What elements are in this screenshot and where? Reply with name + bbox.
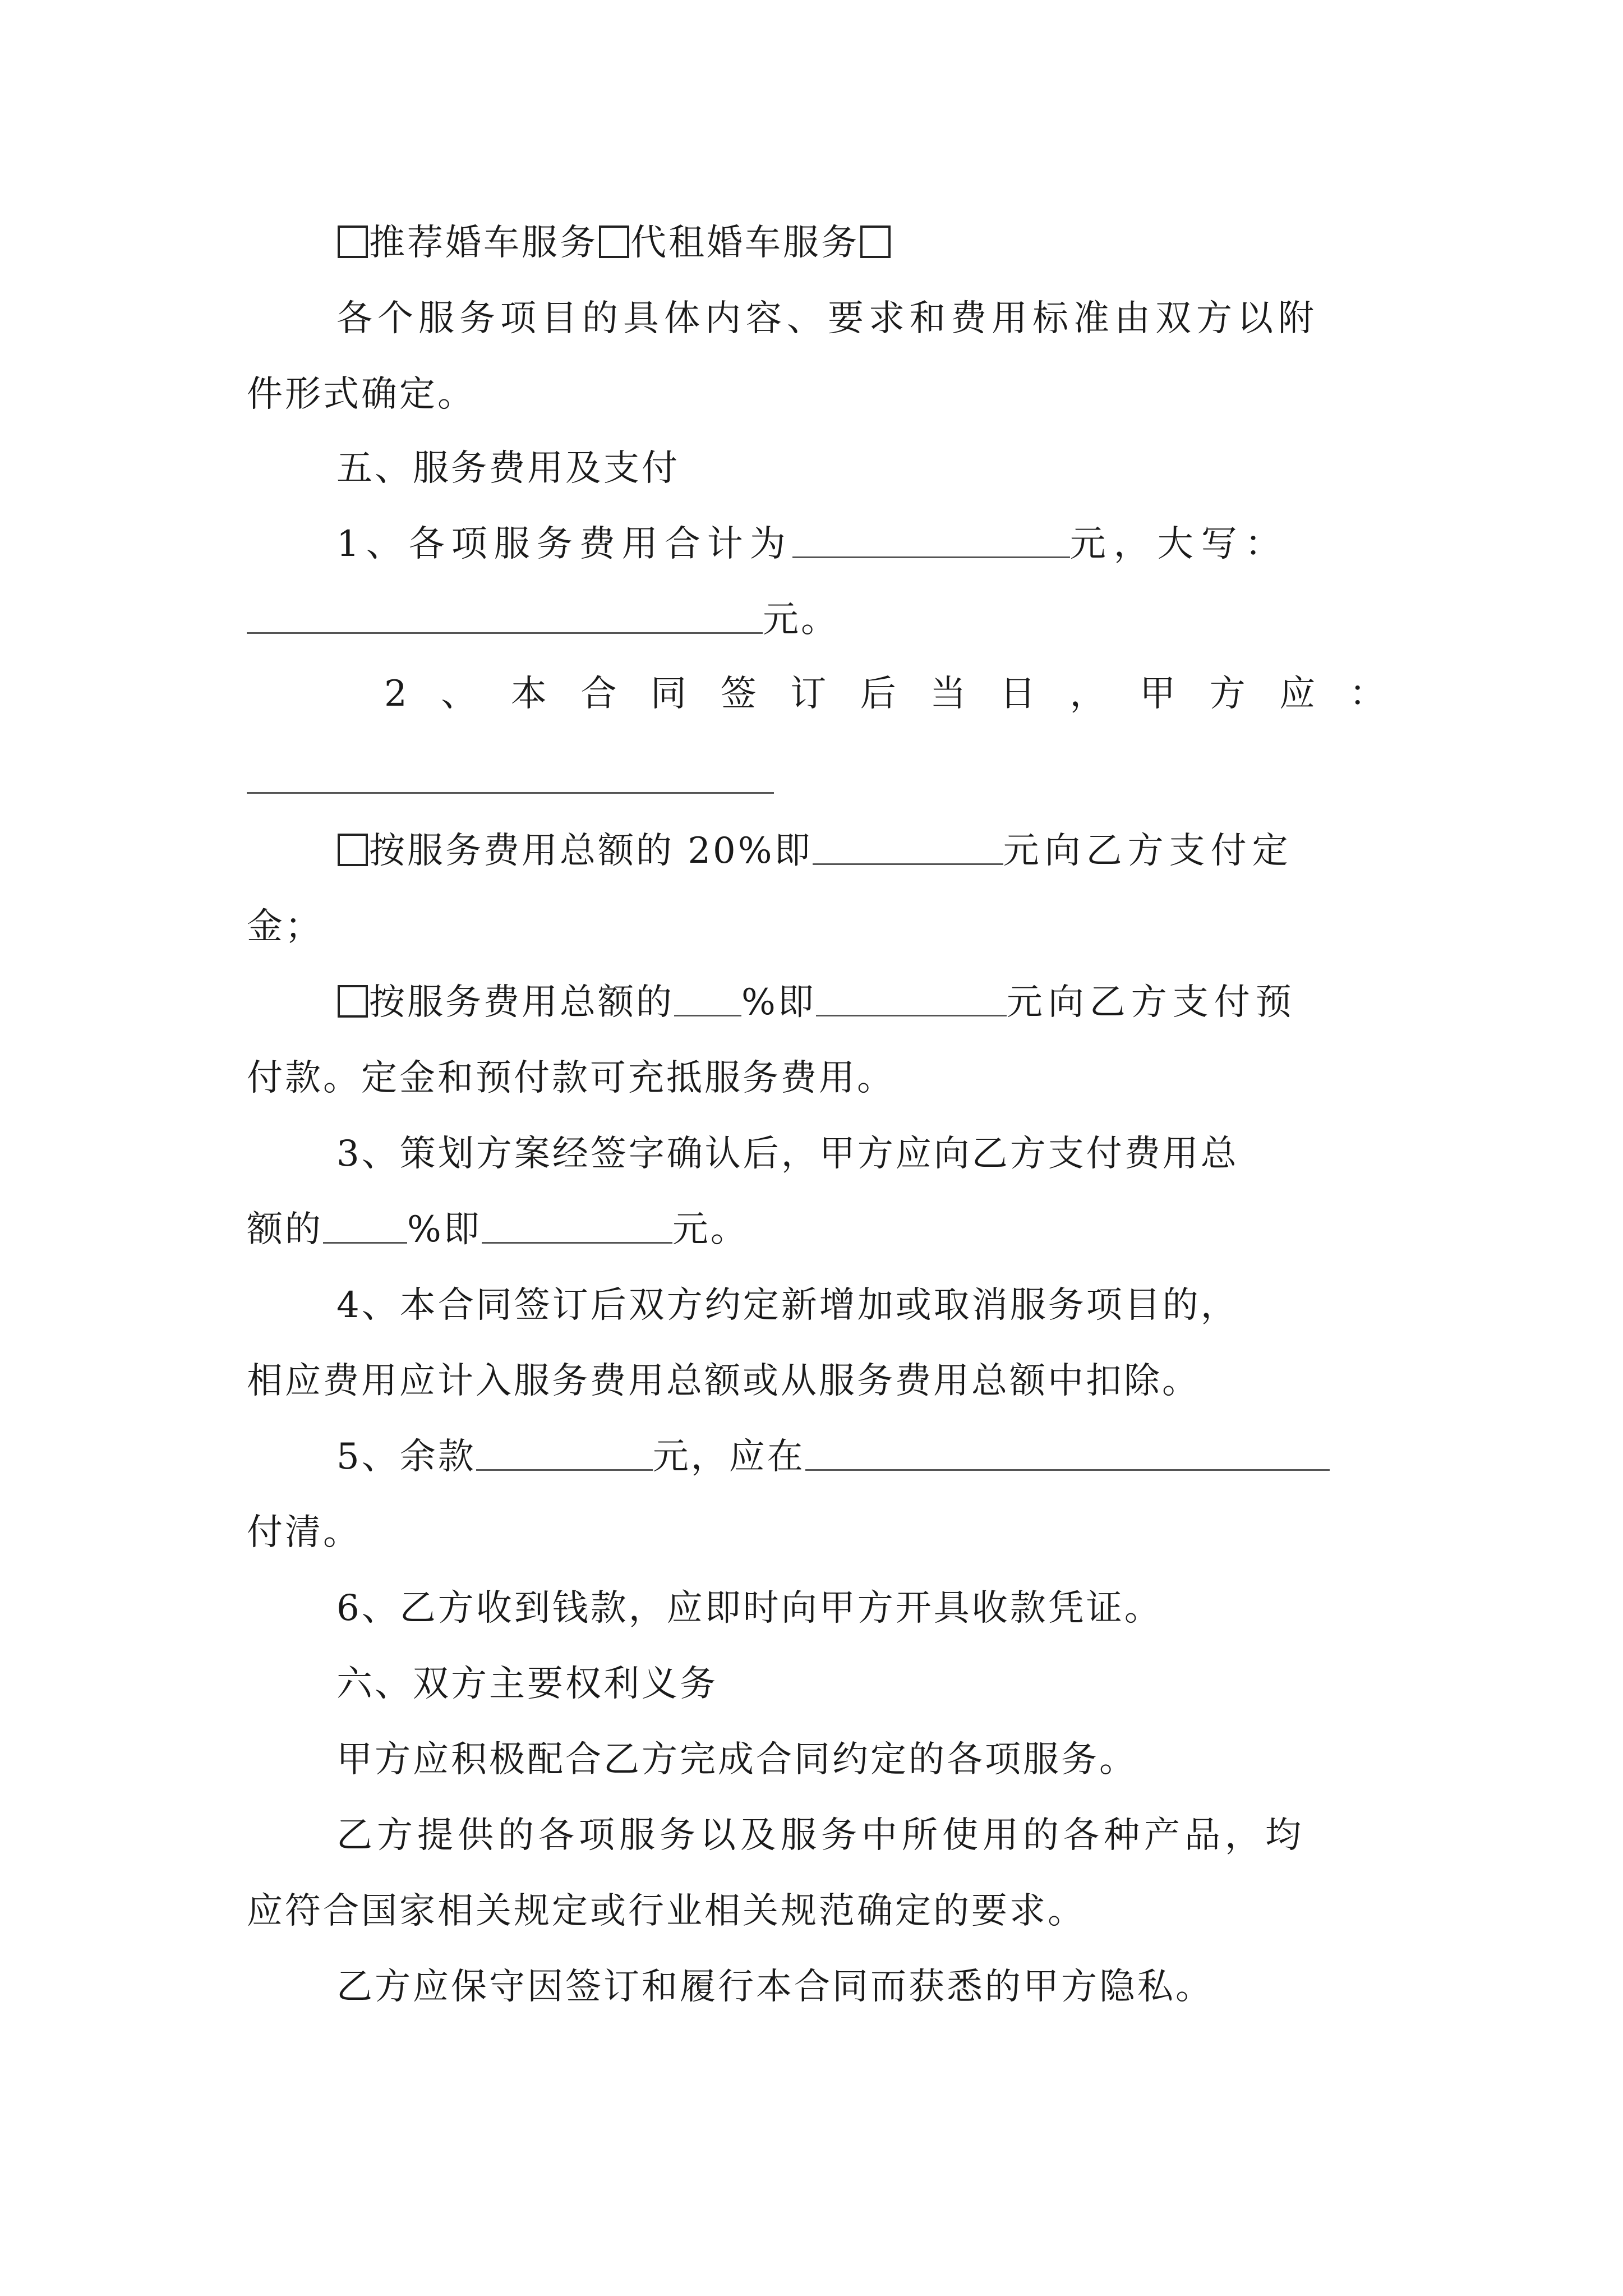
paragraph-line: 甲方应积极配合乙方完成合同约定的各项服务。 <box>336 1739 1137 1780</box>
paragraph-line: 4、本合同签订后双方约定新增加或取消服务项目的， <box>336 1285 1239 1326</box>
blank-field[interactable] <box>805 1433 1330 1471</box>
checkbox[interactable] <box>599 226 629 258</box>
char: 、 <box>441 673 477 715</box>
balance-label: 5、余款 <box>336 1436 476 1478</box>
blank-field[interactable] <box>247 596 763 634</box>
paragraph-line: 3、策划方案经签字确认后，甲方应向乙方支付费用总 <box>336 1133 1239 1175</box>
char: 本 <box>510 673 547 715</box>
paragraph-line: 乙方提供的各项服务以及服务中所使用的各种产品，均 <box>336 1815 1306 1856</box>
percent-text: %即 <box>407 1209 482 1250</box>
checkbox[interactable] <box>338 834 368 866</box>
blank-field[interactable] <box>247 792 774 794</box>
paragraph-line: 相应费用应计入服务费用总额或从服务费用总额中扣除。 <box>247 1360 1200 1402</box>
blank-field[interactable] <box>792 521 1070 558</box>
paragraph-line: 付款。定金和预付款可充抵服务费用。 <box>247 1057 895 1099</box>
char: 甲 <box>1140 673 1176 715</box>
option-rent-car: 代租婚车服务 <box>630 222 859 264</box>
paragraph-line: 付清。 <box>247 1512 361 1553</box>
section-heading: 六、双方主要权利义务 <box>336 1663 718 1705</box>
prepayment-unit: 元向乙方支付预 <box>1006 982 1297 1023</box>
prepayment-text: 按服务费用总额的 <box>369 982 674 1023</box>
char: 2 <box>384 673 407 715</box>
balance-text: 元，应在 <box>652 1436 805 1478</box>
blank-field[interactable] <box>476 1433 653 1471</box>
paragraph-line: 应符合国家相关规定或行业相关规范确定的要求。 <box>247 1890 1086 1932</box>
paragraph-line: 6、乙方收到钱款，应即时向甲方开具收款凭证。 <box>336 1588 1163 1629</box>
deposit-unit: 元向乙方支付定 <box>1003 830 1294 872</box>
char: 合 <box>580 673 617 715</box>
blank-field[interactable] <box>674 979 741 1016</box>
char: 签 <box>720 673 757 715</box>
char: ： <box>1349 673 1385 715</box>
char: 订 <box>790 673 827 715</box>
balance-line <box>336 1432 1385 1482</box>
total-fee-unit: 元，大写： <box>1069 523 1289 565</box>
char: 同 <box>651 673 687 715</box>
checkbox[interactable] <box>338 226 368 258</box>
char: 应 <box>1279 673 1316 715</box>
deposit-line <box>336 826 1385 876</box>
blank-field[interactable] <box>323 1206 407 1244</box>
paragraph-line: 件形式确定。 <box>247 374 476 415</box>
total-fee-line <box>336 519 1385 569</box>
total-fee-label: 1、各项服务费用合计为 <box>336 523 792 565</box>
section-heading: 五、服务费用及支付 <box>336 448 680 489</box>
spread-line <box>247 669 1385 719</box>
prepayment-line <box>336 977 1385 1028</box>
fee-percent-line <box>247 1204 1385 1255</box>
percent-text: %即 <box>741 982 816 1023</box>
blank-field[interactable] <box>482 1206 672 1244</box>
option-recommend-car: 推荐婚车服务 <box>369 222 598 264</box>
unit-text: 元。 <box>672 1209 749 1250</box>
paragraph-line: 乙方应保守因签订和履行本合同而获悉的甲方隐私。 <box>336 1966 1214 2008</box>
char: ， <box>1069 673 1106 715</box>
blank-field[interactable] <box>813 827 1003 865</box>
paragraph-line: 金； <box>247 906 323 947</box>
capital-amount-line <box>247 595 1385 645</box>
blank-field[interactable] <box>816 979 1007 1016</box>
checkbox[interactable] <box>338 985 368 1018</box>
service-options-line <box>336 218 1385 268</box>
char: 方 <box>1209 673 1246 715</box>
char: 当 <box>930 673 966 715</box>
deposit-text: 按服务费用总额的 20%即 <box>369 830 813 872</box>
char: 日 <box>999 673 1036 715</box>
char: 后 <box>860 673 896 715</box>
checkbox[interactable] <box>860 226 891 258</box>
fee-text: 额的 <box>247 1209 323 1250</box>
unit-text: 元。 <box>763 599 839 641</box>
paragraph-line: 各个服务项目的具体内容、要求和费用标准由双方以附 <box>336 298 1319 339</box>
